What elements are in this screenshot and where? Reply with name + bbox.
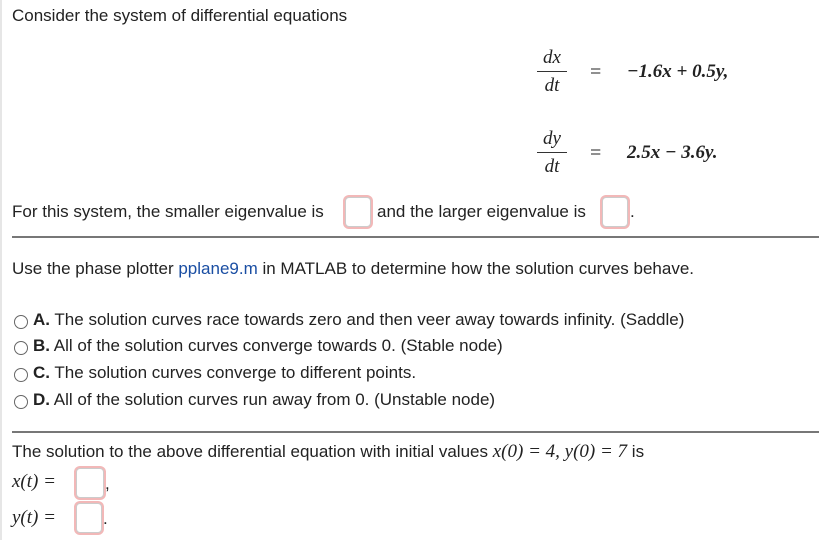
y-of-t-input[interactable] — [76, 503, 102, 533]
eigen-text-after: . — [630, 202, 635, 221]
phase-text-after: in MATLAB to determine how the solution curves behave. — [262, 259, 694, 278]
solution-text-before: The solution to the above differential equation with initial values — [12, 442, 488, 461]
option-d-radio[interactable] — [14, 395, 28, 409]
fraction-numerator: dx — [543, 47, 561, 68]
option-c-radio[interactable] — [14, 368, 28, 382]
option-letter: B. — [33, 336, 50, 355]
divider — [12, 431, 819, 433]
option-text: All of the solution curves converge towards 0. (Stable node) — [53, 336, 503, 355]
y-of-t-label: y(t) = — [12, 507, 56, 528]
option-text: The solution curves converge to different points. — [54, 363, 417, 382]
option-text: All of the solution curves run away from 0. (Unstable node) — [53, 390, 496, 409]
fraction-dy-dt — [537, 128, 567, 178]
option-c[interactable] — [33, 363, 416, 383]
equation-2-rhs: 2.5x − 3.6y. — [627, 142, 718, 163]
fraction-numerator: dy — [543, 128, 561, 149]
eigen-text-before: For this system, the smaller eigenvalue is — [12, 202, 324, 221]
option-d[interactable] — [33, 390, 495, 410]
left-border — [0, 0, 2, 540]
equals-sign: = — [590, 61, 602, 83]
option-letter: C. — [33, 363, 50, 382]
phase-text-before: Use the phase plotter — [12, 259, 174, 278]
fraction-bar — [537, 71, 567, 72]
pplane-link[interactable]: pplane9.m — [178, 259, 258, 278]
x-of-t-input[interactable] — [76, 468, 104, 498]
option-b-radio[interactable] — [14, 341, 28, 355]
y-suffix: . — [103, 509, 108, 528]
x-suffix: , — [105, 474, 110, 493]
divider — [12, 236, 819, 238]
larger-eigenvalue-input[interactable] — [602, 197, 628, 227]
phase-instruction — [12, 259, 694, 279]
solution-text-after: is — [631, 442, 645, 461]
smaller-eigenvalue-input[interactable] — [345, 197, 371, 227]
fraction-denominator: dt — [544, 75, 560, 96]
option-a-radio[interactable] — [14, 315, 28, 329]
option-text: The solution curves race towards zero and then veer away towards infinity. (Saddle) — [54, 310, 685, 329]
intro-text: Consider the system of differential equations — [12, 6, 348, 25]
option-letter: D. — [33, 390, 50, 409]
eigen-text-middle: and the larger eigenvalue is — [377, 202, 586, 221]
option-b[interactable] — [33, 336, 503, 356]
option-letter: A. — [33, 310, 50, 329]
equation-1-rhs: −1.6x + 0.5y, — [627, 61, 729, 82]
option-a[interactable] — [33, 310, 684, 330]
equals-sign: = — [590, 142, 602, 164]
solution-text — [12, 441, 644, 463]
fraction-dx-dt — [537, 47, 567, 97]
x-of-t-label: x(t) = — [12, 471, 56, 492]
fraction-denominator: dt — [544, 156, 560, 177]
initial-values: x(0) = 4, y(0) = 7 — [492, 441, 628, 462]
fraction-bar — [537, 152, 567, 153]
